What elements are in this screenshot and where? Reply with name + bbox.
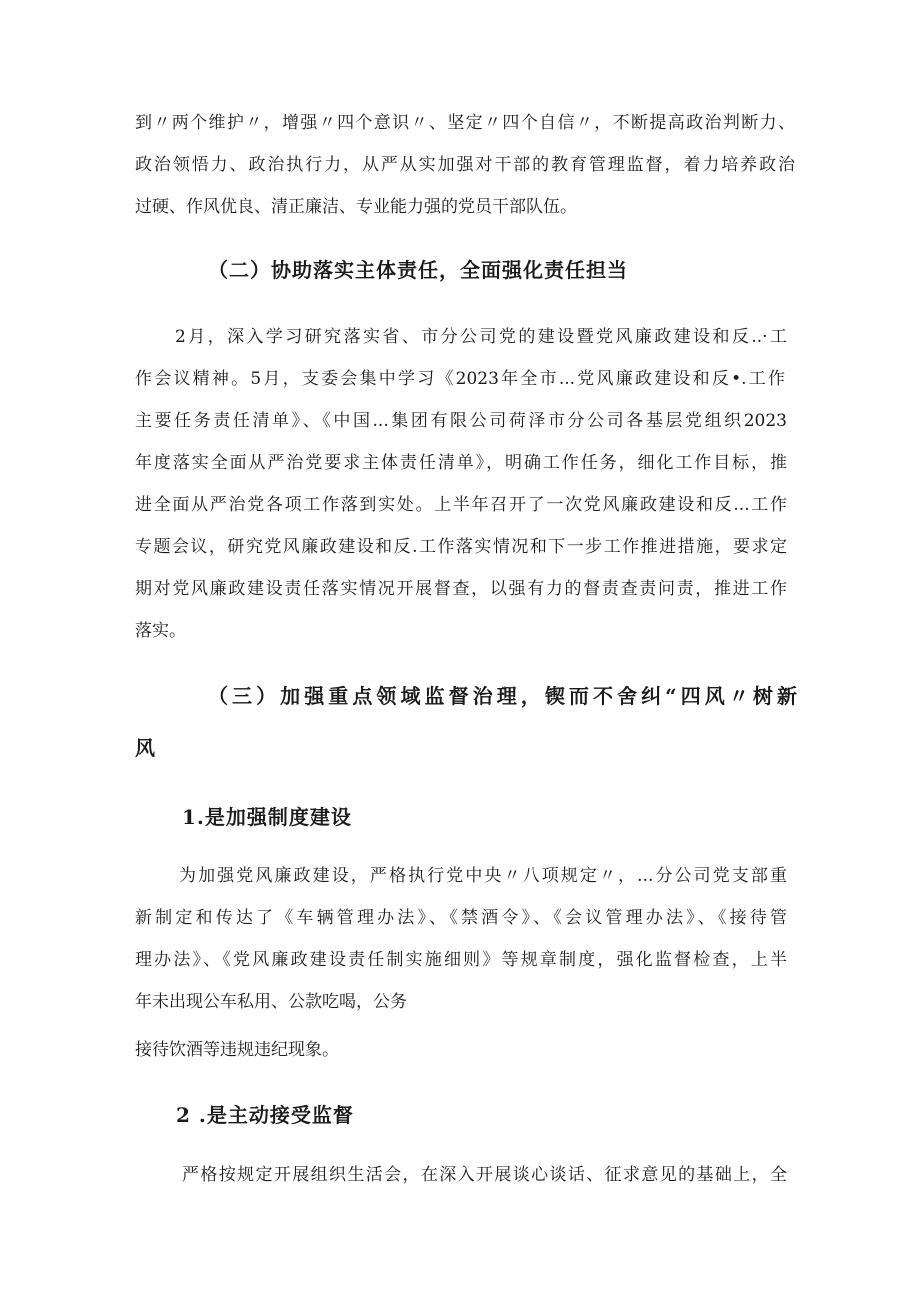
paragraph-line: 为加强党风廉政建设，严格执行党中央〃八项规定〃，...分公司党支部重 (179, 866, 787, 886)
paragraph-line: 专题会议，研究党风廉政建设和反.工作落实情况和下一步工作推进措施，要求定 (135, 537, 787, 557)
paragraph-line: 新制定和传达了《车辆管理办法》、《禁酒令》、《会议管理办法》、《接待管 (135, 908, 787, 928)
paragraph-line: 落实。 (135, 621, 186, 641)
section-heading-3: （三）加强重点领域监督治理，锲而不舍纠“四风〃树新 (208, 684, 798, 708)
paragraph-line: 理办法》、《党风廉政建设责任制实施细则》等规章制度，强化监督检查，上半 (135, 950, 787, 970)
paragraph-line: 到〃两个维护〃，增强〃四个意识〃、坚定〃四个自信〃，不断提高政治判断力、 (135, 113, 795, 133)
section-heading-2: （二）协助落实主体责任，全面强化责任担当 (208, 258, 628, 282)
paragraph-line: 主要任务责任清单》、《中国...集团有限公司荷泽市分公司各基层党组织2023 (135, 411, 787, 431)
subheading-1: 1.是加强制度建设 (182, 805, 352, 829)
section-heading-3-continued: 风 (135, 736, 156, 760)
paragraph-line: 作会议精神。5月，支委会集中学习《2023年全市...党风廉政建设和反•.工作 (135, 369, 785, 389)
paragraph-line: 过硬、作风优良、清正廉洁、专业能力强的党员干部队伍。 (135, 197, 577, 217)
paragraph-line: 年度落实全面从严治党要求主体责任清单》，明确工作任务，细化工作目标，推 (135, 453, 787, 473)
paragraph-line: 2月，深入学习研究落实省、市分公司党的建设暨党风廉政建设和反..·工 (175, 327, 787, 347)
paragraph-line: 政治领悟力、政治执行力，从严从实加强对干部的教育管理监督，着力培养政治 (135, 155, 795, 175)
paragraph-line: 期对党风廉政建设责任落实情况开展督查，以强有力的督责查责问责，推进工作 (135, 579, 787, 599)
paragraph-line: 严格按规定开展组织生活会，在深入开展谈心谈话、征求意见的基础上，全 (182, 1165, 787, 1185)
paragraph-line: 接待饮酒等违规违纪现象。 (135, 1040, 339, 1060)
paragraph-line: 进全面从严治党各项工作落到实处。上半年召开了一次党风廉政建设和反...工作 (135, 495, 787, 515)
paragraph-line: 年未出现公车私用、公款吃喝，公务 (135, 992, 407, 1012)
subheading-2: 2 .是主动接受监督 (176, 1103, 354, 1127)
